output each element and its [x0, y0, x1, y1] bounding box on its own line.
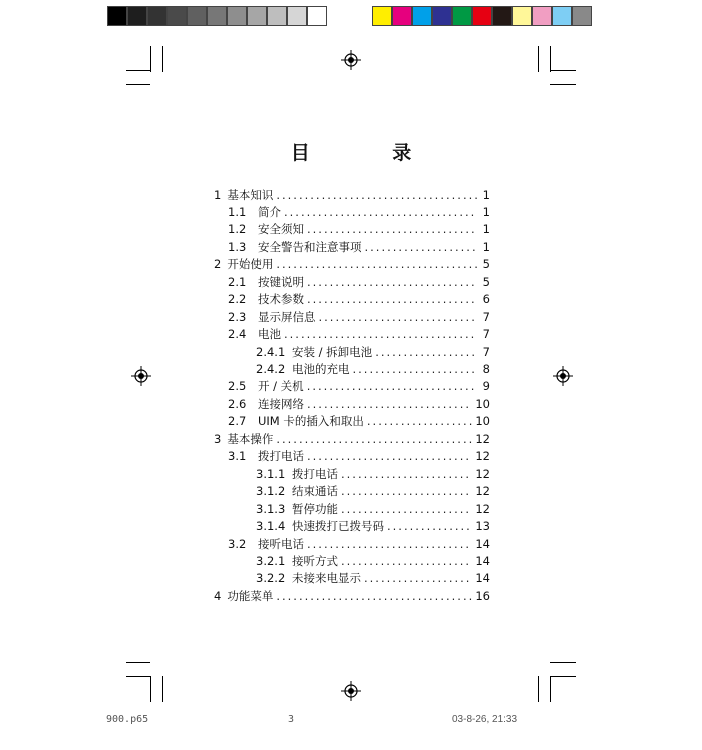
toc-entry-number: 2.6: [228, 396, 247, 411]
toc-entry-title: 结束通话: [292, 484, 338, 499]
toc-leader-dots: [307, 379, 477, 393]
toc-entry-page: 10: [475, 396, 490, 411]
toc-leader-dots: [307, 275, 477, 289]
crop-mark: [126, 84, 150, 85]
toc-entry-title: 连接网络: [258, 396, 304, 411]
toc-entry[interactable]: [214, 273, 490, 290]
toc-entry-number: 3: [214, 431, 222, 446]
toc-entry-title: 基本操作: [227, 431, 274, 446]
toc-entry-number: 3.2.2: [256, 571, 286, 586]
toc-entry-title: 拨打电话: [292, 466, 338, 481]
toc-entry-number: 3.1.4: [256, 519, 286, 534]
toc-leader-dots: [276, 432, 472, 446]
toc-entry-title: 未接来电显示: [292, 571, 361, 586]
toc-entry[interactable]: [214, 465, 490, 482]
toc-entry[interactable]: [214, 343, 490, 360]
footer-timestamp: 03-8-26, 21:33: [452, 714, 518, 725]
toc-entry-number: 2.7: [228, 414, 247, 429]
toc-entry-title: 电池: [258, 327, 281, 342]
toc-entry[interactable]: [214, 570, 490, 587]
toc-entry[interactable]: [214, 413, 490, 430]
toc-entry-number: 1.3: [228, 239, 247, 254]
toc-entry-title: 接听方式: [292, 553, 338, 568]
crop-mark: [126, 662, 150, 663]
toc-entry-page: 1: [482, 222, 490, 237]
toc-leader-dots: [341, 502, 472, 516]
crop-mark: [550, 676, 576, 677]
crop-mark: [550, 46, 551, 72]
cmyk-color-bar: [372, 6, 592, 26]
toc-entry-title: 暂停功能: [292, 501, 338, 516]
toc-entry[interactable]: [214, 587, 490, 604]
toc-entry-number: 3.1.3: [256, 501, 286, 516]
toc-entry-title: 安全警告和注意事项: [258, 239, 362, 254]
toc-entry[interactable]: [214, 378, 490, 395]
toc-entry-title: UIM 卡的插入和取出: [258, 414, 364, 429]
toc-entry-page: 12: [475, 449, 490, 464]
page-title: 目 录: [290, 142, 450, 164]
toc-entry-page: 10: [475, 414, 490, 429]
color-swatch: [147, 6, 167, 26]
toc-entry-number: 2.4.1: [256, 344, 286, 359]
crop-mark: [550, 676, 551, 702]
toc-leader-dots: [365, 240, 478, 254]
toc-entry-title: 技术参数: [258, 292, 304, 307]
toc-entry[interactable]: [214, 291, 490, 308]
color-swatch: [372, 6, 392, 26]
color-swatch: [512, 6, 532, 26]
crop-mark: [538, 46, 539, 72]
toc-entry-page: 8: [482, 362, 490, 376]
color-swatch: [127, 6, 147, 26]
toc-entry-number: 2.3: [228, 309, 247, 324]
toc-entry-page: 7: [482, 344, 490, 359]
color-swatch: [392, 6, 412, 26]
toc-entry-number: 3.2.1: [256, 553, 286, 568]
crop-mark: [550, 84, 576, 85]
color-swatch: [552, 6, 572, 26]
toc-entry[interactable]: [214, 430, 490, 447]
toc-entry-title: 电池的充电: [292, 362, 350, 376]
toc-entry-page: 7: [482, 309, 490, 324]
toc-entry[interactable]: [214, 552, 490, 569]
toc-entry-number: 2.5: [228, 379, 247, 394]
toc-entry[interactable]: [214, 221, 490, 238]
toc-entry[interactable]: [214, 395, 490, 412]
toc-entry-title: 按键说明: [258, 274, 304, 289]
color-swatch: [207, 6, 227, 26]
toc-entry-page: 13: [475, 519, 490, 534]
toc-entry-page: 14: [475, 553, 490, 568]
footer-page-number: 3: [288, 714, 295, 725]
toc-entry-page: 9: [482, 379, 490, 394]
toc-entry[interactable]: [214, 448, 490, 465]
toc-leader-dots: [276, 589, 472, 603]
color-swatch: [452, 6, 472, 26]
toc-entry-number: 2.2: [228, 292, 247, 307]
toc-entry-number: 3.2: [228, 536, 247, 551]
toc-entry-page: 5: [482, 274, 490, 289]
crop-mark: [126, 676, 150, 677]
color-swatch: [412, 6, 432, 26]
color-swatch: [167, 6, 187, 26]
toc-entry-title: 拨打电话: [258, 449, 304, 464]
toc-entry-number: 2.4: [228, 327, 247, 342]
toc-leader-dots: [367, 414, 472, 428]
crop-mark: [126, 70, 150, 71]
toc-entry[interactable]: [214, 483, 490, 500]
toc-entry[interactable]: [214, 535, 490, 552]
registration-mark-icon: [341, 681, 361, 701]
crop-mark: [150, 46, 151, 72]
toc-entry[interactable]: [214, 203, 490, 220]
toc-entry-title: 功能菜单: [227, 588, 274, 603]
toc-entry-number: 3.1.2: [256, 484, 286, 499]
color-swatch: [267, 6, 287, 26]
toc-entry-page: 12: [475, 466, 490, 481]
color-swatch: [287, 6, 307, 26]
toc-entry-page: 7: [482, 327, 490, 342]
toc-entry-page: 14: [475, 536, 490, 551]
color-swatch: [532, 6, 552, 26]
toc-entry-page: 1: [482, 187, 490, 202]
toc-entry-page: 14: [475, 571, 490, 586]
footer-file-name: 900.p65: [106, 714, 149, 725]
toc-entry-title: 开 / 关机: [258, 379, 304, 394]
toc-leader-dots: [307, 449, 472, 463]
toc-entry-page: 1: [482, 239, 490, 254]
registration-mark-icon: [131, 366, 151, 386]
toc-entry-number: 3.1.1: [256, 466, 286, 481]
toc-entry[interactable]: [214, 326, 490, 343]
toc-entry-page: 16: [475, 588, 490, 603]
color-swatch: [472, 6, 492, 26]
toc-entry-number: 2.1: [228, 274, 247, 289]
color-swatch: [307, 6, 327, 26]
toc-leader-dots: [341, 484, 472, 498]
toc-leader-dots: [276, 257, 477, 271]
toc-entry-number: 2: [214, 257, 222, 272]
toc-leader-dots: [307, 292, 477, 306]
crop-mark: [162, 46, 163, 72]
toc-entry-page: 6: [482, 292, 490, 307]
toc-entry-number: 1.2: [228, 222, 247, 237]
color-swatch: [187, 6, 207, 26]
toc-entry-number: 1: [214, 187, 222, 202]
toc-leader-dots: [307, 397, 472, 411]
toc-entry-page: 12: [475, 431, 490, 446]
toc-leader-dots: [307, 222, 477, 236]
toc-entry[interactable]: [214, 361, 490, 378]
toc-leader-dots: [353, 362, 478, 376]
color-swatch: [572, 6, 592, 26]
toc-entry-number: 4: [214, 588, 222, 603]
toc-entry[interactable]: [214, 518, 490, 535]
toc-leader-dots: [319, 310, 478, 324]
toc-entry-title: 显示屏信息: [258, 309, 316, 324]
toc-entry-title: 接听电话: [258, 536, 304, 551]
toc-entry-title: 开始使用: [227, 257, 274, 272]
toc-leader-dots: [341, 467, 472, 481]
toc-entry[interactable]: [214, 256, 490, 273]
toc-entry-title: 基本知识: [227, 187, 274, 202]
color-swatch: [432, 6, 452, 26]
toc-entry-title: 简介: [258, 204, 281, 219]
toc-leader-dots: [276, 188, 477, 202]
toc-entry-number: 1.1: [228, 204, 247, 219]
crop-mark: [150, 676, 151, 702]
registration-mark-icon: [341, 50, 361, 70]
color-swatch: [107, 6, 127, 26]
toc-entry[interactable]: [214, 308, 490, 325]
toc-entry[interactable]: [214, 500, 490, 517]
color-swatch: [492, 6, 512, 26]
toc-leader-dots: [284, 205, 477, 219]
color-swatch: [227, 6, 247, 26]
color-swatch: [247, 6, 267, 26]
toc-leader-dots: [387, 519, 472, 533]
toc-entry-page: 5: [482, 257, 490, 272]
grayscale-color-bar: [107, 6, 327, 26]
toc-entry-number: 3.1: [228, 449, 247, 464]
toc-entry-page: 12: [475, 484, 490, 499]
toc-entry-title: 快速拨打已拨号码: [292, 519, 384, 534]
crop-mark: [538, 676, 539, 702]
crop-mark: [550, 662, 576, 663]
toc-entry-number: 2.4.2: [256, 362, 286, 376]
toc-entry-title: 安装 / 拆卸电池: [292, 344, 373, 359]
toc-leader-dots: [284, 327, 477, 341]
toc-entry[interactable]: [214, 186, 490, 203]
toc-leader-dots: [307, 537, 472, 551]
crop-mark: [550, 70, 576, 71]
registration-mark-icon: [553, 366, 573, 386]
toc-entry-page: 12: [475, 501, 490, 516]
toc-entry-title: 安全须知: [258, 222, 304, 237]
crop-mark: [162, 676, 163, 702]
toc-leader-dots: [341, 554, 472, 568]
toc-entry[interactable]: [214, 238, 490, 255]
toc-leader-dots: [364, 571, 472, 585]
toc-entry-page: 1: [482, 204, 490, 219]
toc-leader-dots: [375, 345, 477, 359]
